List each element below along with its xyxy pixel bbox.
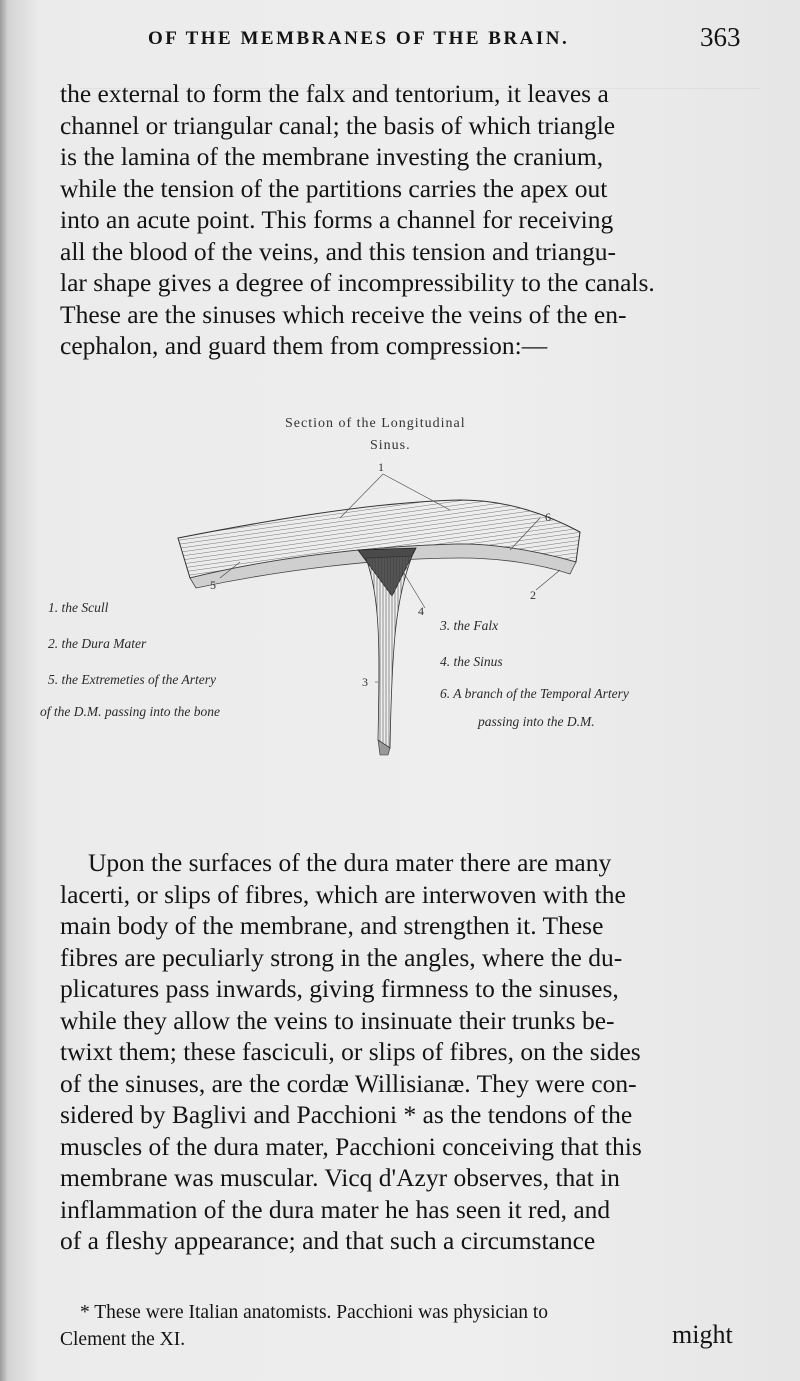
- text-line: lar shape gives a degree of incompressibility to the canals.: [60, 268, 655, 297]
- sinus-section-illustration: [40, 410, 740, 830]
- text-line: sidered by Baglivi and Pacchioni * as the tendons of the: [60, 1100, 633, 1129]
- footnote-line: * These were Italian anatomists. Pacchioni was physician to: [80, 1302, 549, 1323]
- legend-temporal-artery: 6. A branch of the Temporal Artery: [440, 686, 629, 701]
- text-line: main body of the membrane, and strengthen it. These: [60, 911, 604, 940]
- text-line: Upon the surfaces of the dura mater there are many: [88, 848, 612, 877]
- legend-scull: 1. the Scull: [48, 600, 109, 615]
- text-line: channel or triangular canal; the basis of which triangle: [60, 110, 616, 140]
- footnote-line: Clement the XI.: [60, 1329, 186, 1350]
- text-line: while they allow the veins to insinuate their trunks be-: [60, 1005, 615, 1035]
- text-line: twixt them; these fasciculi, or slips of fibres, on the sides: [60, 1037, 641, 1066]
- paragraph-1: [60, 78, 744, 362]
- text-line: is the lamina of the membrane investing the cranium,: [60, 142, 604, 171]
- text-line: lacerti, or slips of fibres, which are interwoven with the: [60, 879, 626, 909]
- footnote: [60, 1299, 750, 1353]
- text-line: all the blood of the veins, and this tension and triangu-: [60, 236, 616, 266]
- text-line: into an acute point. This forms a channel for receiving: [60, 205, 614, 234]
- legend-artery-extremities: 5. the Extremeties of the Artery: [48, 672, 216, 687]
- figure-number: 4: [418, 604, 424, 618]
- paragraph-2: [60, 847, 744, 1257]
- running-title: OF THE MEMBRANES OF THE BRAIN.: [148, 28, 570, 49]
- text-line: cephalon, and guard them from compression:—: [60, 331, 548, 360]
- text-line: plicatures pass inwards, giving firmness to the sinuses,: [60, 974, 619, 1003]
- text-line: the external to form the falx and tentorium, it leaves a: [60, 79, 609, 108]
- text-line: inflammation of the dura mater he has seen it red, and: [60, 1194, 611, 1224]
- legend-falx: 3. the Falx: [440, 618, 499, 633]
- page-number: 363: [700, 22, 741, 52]
- figure-subtitle: Sinus.: [370, 438, 411, 453]
- figure-title: Section of the Longitudinal: [285, 416, 466, 431]
- text-line: muscles of the dura mater, Pacchioni conceiving that this: [60, 1131, 642, 1161]
- text-line: These are the sinuses which receive the veins of the en-: [60, 299, 627, 329]
- anatomical-figure: [40, 410, 740, 830]
- text-line: of a fleshy appearance; and that such a circumstance: [60, 1226, 596, 1255]
- text-line: of the sinuses, are the cordæ Willisianæ. They were con-: [60, 1068, 637, 1098]
- figure-number: 2: [530, 588, 536, 602]
- figure-number: 1: [378, 460, 384, 474]
- legend-into-dm: passing into the D.M.: [478, 714, 595, 729]
- text-line: while the tension of the partitions carries the apex out: [60, 173, 608, 203]
- figure-number: 3: [362, 675, 368, 689]
- text-line: membrane was muscular. Vicq d'Azyr observes, that in: [60, 1163, 620, 1192]
- figure-number: 5: [210, 578, 216, 592]
- catchword: might: [672, 1320, 733, 1349]
- figure-number: 6: [545, 510, 551, 524]
- legend-sinus: 4. the Sinus: [440, 654, 503, 669]
- legend-dura-mater: 2. the Dura Mater: [48, 636, 147, 651]
- text-line: fibres are peculiarly strong in the angles, where the du-: [60, 942, 623, 972]
- legend-artery-into-bone: of the D.M. passing into the bone: [40, 704, 220, 719]
